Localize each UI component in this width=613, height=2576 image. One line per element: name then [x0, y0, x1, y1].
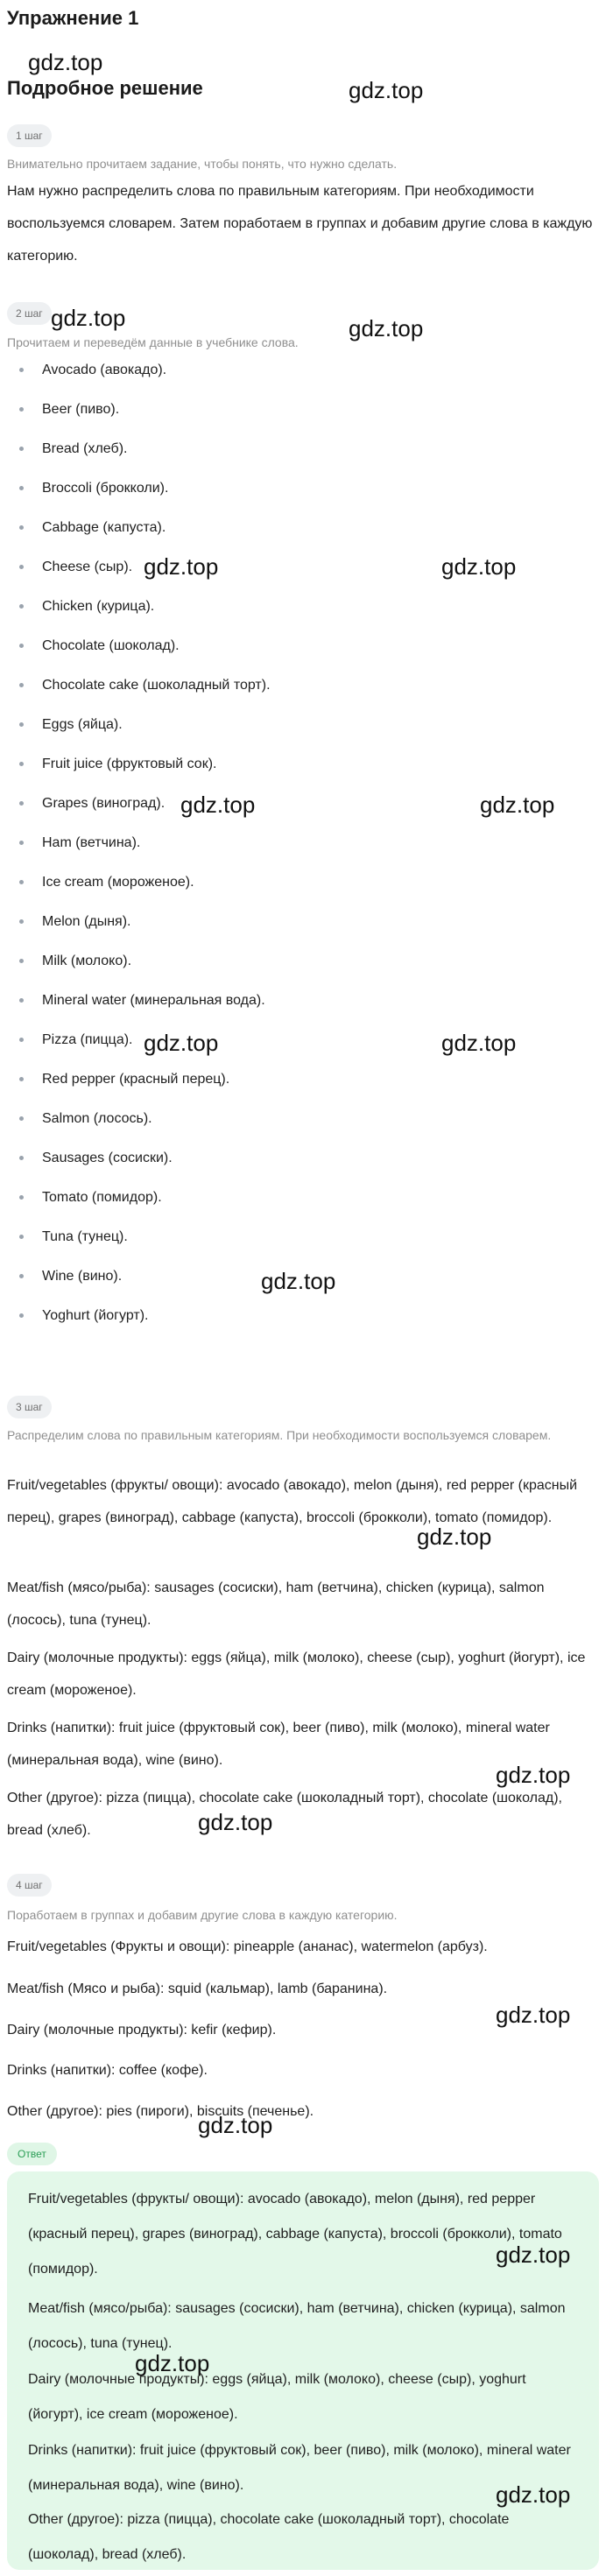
- list-item: [0, 626, 271, 665]
- list-item-text: Broccoli (брокколи).: [42, 481, 169, 496]
- watermark: gdz.top: [480, 792, 555, 818]
- list-item: [0, 981, 271, 1020]
- step-1-text: Нам нужно распределить слова по правильным категориям. При необходимости воспользуемся словарем. Затем поработаем в группах и добавим другие слова в каждую категорию.: [7, 184, 593, 264]
- watermark: gdz.top: [349, 77, 424, 103]
- list-item: [0, 705, 271, 744]
- watermark: gdz.top: [198, 2112, 273, 2138]
- bullet-icon: [19, 1274, 24, 1278]
- bullet-icon: [19, 880, 24, 884]
- answer-box: [7, 2171, 599, 2570]
- list-item: [0, 823, 271, 862]
- step-4-dairy: Dairy (молочные продукты): kefir (кефир).: [7, 2023, 277, 2038]
- watermark: gdz.top: [198, 1809, 273, 1835]
- step-3-drinks: Drinks (напитки): fruit juice (фруктовый сок), beer (пиво), milk (молоко), mineral water (минеральная вода), wine (вино).: [7, 1721, 550, 1768]
- bullet-icon: [19, 1195, 24, 1200]
- list-item: [0, 1178, 271, 1217]
- list-item: [0, 902, 271, 941]
- bullet-icon: [19, 486, 24, 490]
- list-item-text: Chocolate cake (шоколадный торт).: [42, 678, 271, 693]
- step-4-badge: 4 шаг: [7, 1874, 52, 1897]
- step-3-fruit-vegetables: Fruit/vegetables (фрукты/ овощи): avocado (авокадо), melon (дыня), red pepper (красный перец), grapes (виноград), cabbage (капуста), broccoli (брокколи), tomato (помидор).: [7, 1478, 578, 1525]
- list-item-text: Grapes (виноград).: [42, 796, 166, 811]
- step-3-other: Other (другое): pizza (пицца), chocolate cake (шоколадный торт), chocolate (шоколад), bread (хлеб).: [7, 1791, 562, 1838]
- step-2-hint: Прочитаем и переведём данные в учебнике слова.: [7, 335, 299, 349]
- list-item-text: Melon (дыня).: [42, 914, 131, 929]
- list-item-text: Cabbage (капуста).: [42, 520, 166, 535]
- list-item: [0, 1217, 271, 1256]
- list-item-text: Red pepper (красный перец).: [42, 1072, 230, 1087]
- list-item: [0, 508, 271, 547]
- list-item-text: Wine (вино).: [42, 1269, 123, 1284]
- step-1-badge: 1 шаг: [7, 124, 52, 147]
- list-item: [0, 1256, 271, 1296]
- list-item: [0, 547, 271, 587]
- exercise-title: Упражнение 1: [7, 7, 139, 29]
- bullet-icon: [19, 368, 24, 372]
- list-item-text: Salmon (лосось).: [42, 1111, 152, 1126]
- list-item: [0, 1059, 271, 1099]
- list-item-text: Beer (пиво).: [42, 402, 120, 417]
- watermark: gdz.top: [144, 1030, 219, 1056]
- step-1-hint: Внимательно прочитаем задание, чтобы понять, что нужно сделать.: [7, 157, 398, 171]
- answer-drinks: Drinks (напитки): fruit juice (фруктовый сок), beer (пиво), milk (молоко), mineral water (минеральная вода), wine (вино).: [28, 2443, 571, 2493]
- list-item: [0, 1020, 271, 1059]
- list-item-text: Pizza (пицца).: [42, 1032, 133, 1047]
- bullet-icon: [19, 801, 24, 806]
- list-item-text: Mineral water (минеральная вода).: [42, 993, 265, 1008]
- watermark: gdz.top: [417, 1524, 492, 1550]
- step-2-badge: 2 шаг: [7, 302, 52, 325]
- list-item-text: Ice cream (мороженое).: [42, 875, 194, 890]
- bullet-icon: [19, 919, 24, 924]
- bullet-icon: [19, 1156, 24, 1160]
- step-4-other: Other (другое): pies (пироги), biscuits (печенье).: [7, 2104, 314, 2119]
- bullet-icon: [19, 565, 24, 569]
- bullet-icon: [19, 1077, 24, 1081]
- watermark: gdz.top: [496, 2002, 571, 2028]
- list-item-text: Chocolate (шоколад).: [42, 638, 180, 653]
- watermark: gdz.top: [261, 1268, 336, 1294]
- list-item: [0, 587, 271, 626]
- answer-dairy: Dairy (молочные продукты): eggs (яйца), milk (молоко), cheese (сыр), yoghurt (йогурт), ice cream (мороженое).: [28, 2372, 526, 2422]
- list-item: [0, 350, 271, 390]
- list-item-text: Chicken (курица).: [42, 599, 155, 614]
- list-item-text: Bread (хлеб).: [42, 441, 128, 456]
- watermark: gdz.top: [496, 2242, 571, 2268]
- watermark: gdz.top: [28, 49, 103, 75]
- bullet-icon: [19, 1313, 24, 1318]
- bullet-icon: [19, 1116, 24, 1121]
- watermark: gdz.top: [496, 2481, 571, 2508]
- step-4-fruit-vegetables: Fruit/vegetables (Фрукты и овощи): pineapple (ананас), watermelon (арбуз).: [7, 1939, 488, 1954]
- solution-title: Подробное решение: [7, 77, 203, 99]
- list-item-text: Avocado (авокадо).: [42, 362, 167, 377]
- list-item: [0, 390, 271, 429]
- watermark: gdz.top: [144, 553, 219, 580]
- step-4-meat-fish: Meat/fish (Мясо и рыба): squid (кальмар), lamb (баранина).: [7, 1981, 388, 1996]
- answer-fruit-vegetables: Fruit/vegetables (фрукты/ овощи): avocado (авокадо), melon (дыня), red pepper (красный перец), grapes (виноград), cabbage (капуста), broccoli (брокколи), tomato (помидор).: [28, 2192, 562, 2277]
- list-item-text: Tomato (помидор).: [42, 1190, 162, 1205]
- watermark: gdz.top: [180, 792, 256, 818]
- bullet-icon: [19, 447, 24, 451]
- bullet-icon: [19, 959, 24, 963]
- list-item-text: Milk (молоко).: [42, 954, 132, 968]
- watermark: gdz.top: [441, 1030, 517, 1056]
- list-item-text: Yoghurt (йогурт).: [42, 1308, 149, 1323]
- list-item-text: Fruit juice (фруктовый сок).: [42, 757, 217, 771]
- step-4-drinks: Drinks (напитки): coffee (кофе).: [7, 2063, 208, 2078]
- step-4-hint: Поработаем в группах и добавим другие слова в каждую категорию.: [7, 1908, 398, 1922]
- watermark: gdz.top: [135, 2350, 210, 2376]
- list-item: [0, 1099, 271, 1138]
- bullet-icon: [19, 1235, 24, 1239]
- list-item: [0, 862, 271, 902]
- bullet-icon: [19, 722, 24, 727]
- list-item: [0, 468, 271, 508]
- bullet-icon: [19, 525, 24, 530]
- step-3-dairy: Dairy (молочные продукты): eggs (яйца), milk (молоко), cheese (сыр), yoghurt (йогурт), ice cream (мороженое).: [7, 1650, 586, 1698]
- step-3-hint: Распределим слова по правильным категориям. При необходимости воспользуемся словарем.: [7, 1428, 552, 1442]
- list-item: [0, 941, 271, 981]
- list-item: [0, 429, 271, 468]
- watermark: gdz.top: [496, 1762, 571, 1788]
- bullet-icon: [19, 407, 24, 412]
- bullet-icon: [19, 841, 24, 845]
- list-item: [0, 744, 271, 784]
- bullet-icon: [19, 998, 24, 1003]
- bullet-icon: [19, 604, 24, 609]
- answer-meat-fish: Meat/fish (мясо/рыба): sausages (сосиски), ham (ветчина), chicken (курица), salmon (лосось), tuna (тунец).: [28, 2301, 566, 2351]
- watermark: gdz.top: [349, 315, 424, 341]
- step-3-badge: 3 шаг: [7, 1396, 52, 1418]
- bullet-icon: [19, 644, 24, 648]
- bullet-icon: [19, 683, 24, 687]
- bullet-icon: [19, 762, 24, 766]
- bullet-icon: [19, 1038, 24, 1042]
- list-item-text: Cheese (сыр).: [42, 560, 133, 574]
- list-item-text: Sausages (сосиски).: [42, 1151, 173, 1165]
- list-item: [0, 1296, 271, 1335]
- step-3-meat-fish: Meat/fish (мясо/рыба): sausages (сосиски), ham (ветчина), chicken (курица), salmon (лосось), tuna (тунец).: [7, 1580, 545, 1628]
- watermark: gdz.top: [51, 305, 126, 331]
- list-item-text: Tuna (тунец).: [42, 1229, 128, 1244]
- list-item-text: Eggs (яйца).: [42, 717, 123, 732]
- answer-other: Other (другое): pizza (пицца), chocolate cake (шоколадный торт), chocolate (шоколад), bread (хлеб).: [28, 2512, 510, 2562]
- word-list: [0, 350, 271, 1335]
- list-item: [0, 1138, 271, 1178]
- list-item-text: Ham (ветчина).: [42, 835, 141, 850]
- watermark: gdz.top: [441, 553, 517, 580]
- answer-badge: Ответ: [7, 2143, 57, 2165]
- list-item: [0, 665, 271, 705]
